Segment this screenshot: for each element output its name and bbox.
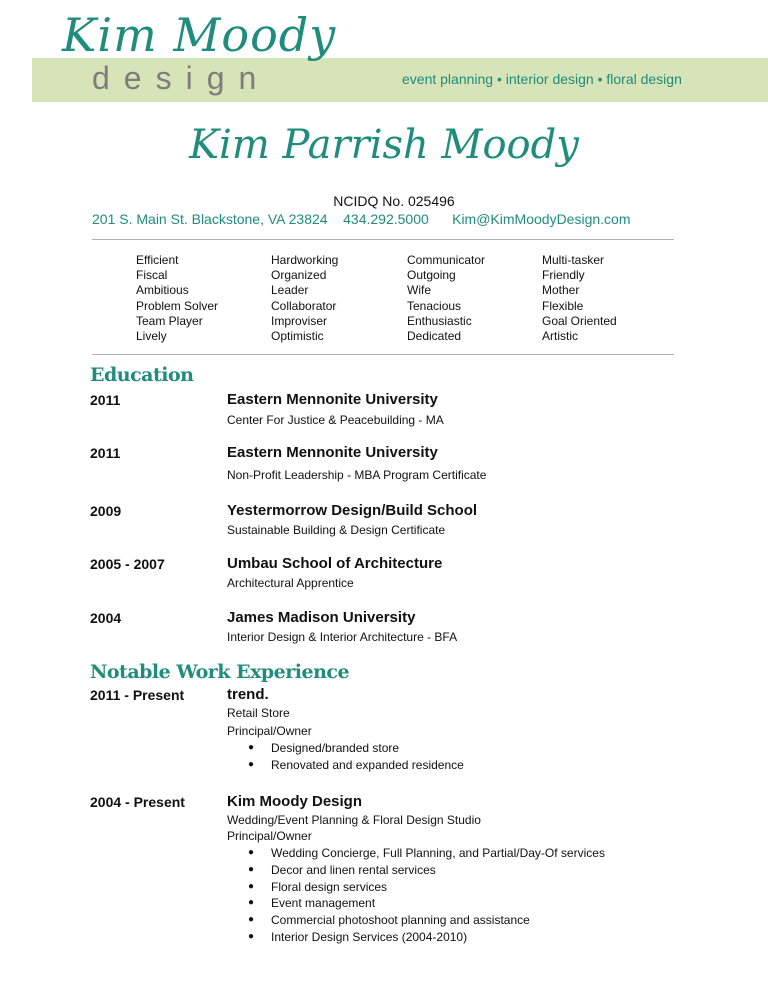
education-detail: Non-Profit Leadership - MBA Program Certificate bbox=[227, 468, 487, 482]
education-detail: Interior Design & Interior Architecture - BFA bbox=[227, 630, 458, 644]
bullet-text: Commercial photoshoot planning and assistance bbox=[271, 913, 530, 928]
experience-years: 2011 - Present bbox=[90, 687, 185, 703]
email-link[interactable]: Kim@KimMoodyDesign.com bbox=[452, 211, 631, 227]
bullet-item bbox=[248, 757, 464, 774]
bullet-icon: ● bbox=[248, 758, 255, 770]
education-detail: Architectural Apprentice bbox=[227, 576, 354, 590]
experience-bullets bbox=[248, 740, 464, 774]
trait: Optimistic bbox=[271, 329, 324, 344]
bullet-item bbox=[248, 845, 605, 862]
logo-design-word: design bbox=[92, 60, 271, 96]
education-year: 2009 bbox=[90, 503, 122, 519]
trait: Collaborator bbox=[271, 298, 337, 313]
education-detail: Center For Justice & Peacebuilding - MA bbox=[227, 413, 444, 427]
bullet-text: Renovated and expanded residence bbox=[271, 757, 464, 772]
education-year: 2011 bbox=[90, 445, 121, 461]
bullet-icon: ● bbox=[248, 914, 255, 926]
education-school: Yestermorrow Design/Build School bbox=[227, 502, 478, 519]
trait: Team Player bbox=[136, 313, 203, 328]
trait: Organized bbox=[271, 268, 327, 283]
experience-line: Wedding/Event Planning & Floral Design Studio bbox=[227, 813, 481, 827]
trait: Goal Oriented bbox=[542, 313, 617, 328]
trait: Mother bbox=[542, 283, 580, 298]
trait: Hardworking bbox=[271, 253, 339, 267]
trait: Outgoing bbox=[407, 268, 456, 283]
bullet-item bbox=[248, 895, 605, 912]
bullet-text: Wedding Concierge, Full Planning, and Partial/Day-Of services bbox=[271, 846, 605, 860]
education-year: 2004 bbox=[90, 610, 122, 626]
phone: 434.292.5000 bbox=[343, 211, 429, 227]
trait: Problem Solver bbox=[136, 298, 219, 313]
trait: Improviser bbox=[271, 313, 328, 328]
trait: Artistic bbox=[542, 329, 578, 344]
trait: Tenacious bbox=[407, 298, 462, 313]
logo-script-name: Kim Moody bbox=[62, 8, 337, 62]
experience-company: trend. bbox=[227, 686, 269, 703]
trait: Friendly bbox=[542, 268, 585, 283]
education-school: James Madison University bbox=[227, 609, 416, 626]
bullet-icon: ● bbox=[248, 897, 255, 909]
resume-name: Kim Parrish Moody bbox=[189, 122, 579, 168]
bullet-text: Floral design services bbox=[271, 879, 388, 894]
education-school: Umbau School of Architecture bbox=[227, 555, 443, 572]
bullet-icon: ● bbox=[248, 930, 255, 942]
experience-line: Principal/Owner bbox=[227, 829, 312, 843]
experience-company: Kim Moody Design bbox=[227, 793, 363, 810]
education-detail: Sustainable Building & Design Certificate bbox=[227, 523, 446, 537]
education-year: 2011 bbox=[90, 392, 121, 408]
education-heading: Education bbox=[90, 364, 194, 386]
bullet-item bbox=[248, 929, 605, 946]
bullet-text: Interior Design Services (2004-2010) bbox=[271, 929, 468, 944]
traits-grid bbox=[136, 253, 652, 344]
experience-bullets bbox=[248, 845, 605, 946]
education-school: Eastern Mennonite University bbox=[227, 444, 438, 461]
trait: Fiscal bbox=[136, 268, 168, 283]
trait: Leader bbox=[271, 283, 309, 298]
trait: Wife bbox=[407, 283, 431, 298]
experience-heading: Notable Work Experience bbox=[90, 661, 350, 683]
bullet-icon: ● bbox=[248, 880, 255, 892]
experience-line: Principal/Owner bbox=[227, 724, 312, 738]
bullet-icon: ● bbox=[248, 847, 255, 858]
address: 201 S. Main St. Blackstone, VA 23824 bbox=[92, 211, 328, 227]
trait: Lively bbox=[136, 329, 167, 344]
divider-bottom bbox=[92, 354, 674, 355]
trait: Ambitious bbox=[136, 283, 189, 298]
bullet-text: Event management bbox=[271, 896, 376, 911]
trait: Multi-tasker bbox=[542, 253, 605, 267]
trait: Communicator bbox=[407, 253, 486, 267]
experience-line: Retail Store bbox=[227, 706, 290, 720]
trait: Flexible bbox=[542, 298, 584, 313]
bullet-item bbox=[248, 879, 605, 896]
bullet-item bbox=[248, 740, 464, 757]
bullet-icon: ● bbox=[248, 863, 255, 875]
trait: Efficient bbox=[136, 253, 179, 267]
contact-line bbox=[92, 211, 630, 227]
education-year: 2005 - 2007 bbox=[90, 556, 165, 572]
experience-years: 2004 - Present bbox=[90, 794, 185, 810]
bullet-text: Decor and linen rental services bbox=[271, 862, 436, 877]
logo-tagline: event planning • interior design • floral design bbox=[402, 71, 682, 87]
trait: Dedicated bbox=[407, 329, 462, 344]
bullet-icon: ● bbox=[248, 742, 255, 753]
education-school: Eastern Mennonite University bbox=[227, 391, 438, 408]
divider-top bbox=[92, 239, 674, 240]
bullet-text: Designed/branded store bbox=[271, 741, 400, 755]
ncidq-number: NCIDQ No. 025496 bbox=[333, 193, 455, 209]
bullet-item bbox=[248, 862, 605, 879]
bullet-item bbox=[248, 912, 605, 929]
trait: Enthusiastic bbox=[407, 313, 472, 328]
